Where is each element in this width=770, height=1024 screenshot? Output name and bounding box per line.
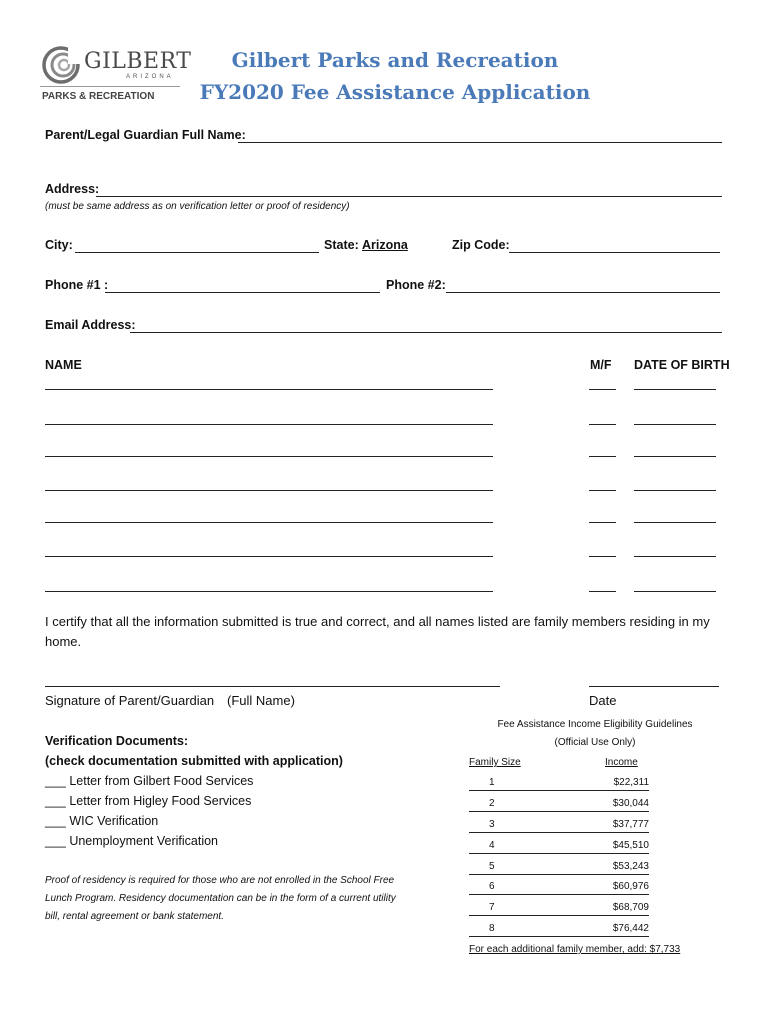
logo-sub: ARIZONA <box>126 74 174 80</box>
page-title-line1: Gilbert Parks and Recreation <box>231 48 559 72</box>
guidelines-row <box>469 840 649 854</box>
guidelines-col-size: Family Size <box>469 757 521 768</box>
proof-note: Proof of residency is required for those who are not enrolled in the School Free Lunch Program. Residency documentation can be in the form of a current utility bill, rental agreement or bank statement. <box>45 875 396 922</box>
guidelines-size: 1 <box>489 777 495 788</box>
city-label: City: <box>45 238 73 252</box>
guardian-input[interactable] <box>238 142 722 143</box>
member-mf-input[interactable] <box>589 591 616 592</box>
member-mf-input[interactable] <box>589 424 616 425</box>
guidelines-col-income: Income <box>605 757 638 768</box>
guidelines-row <box>469 777 649 791</box>
signature-input[interactable] <box>45 686 500 687</box>
address-input[interactable] <box>96 196 722 197</box>
phone1-label: Phone #1 : <box>45 278 109 292</box>
guidelines-footer: For each additional family member, add: $7,733 <box>469 944 681 955</box>
member-dob-input[interactable] <box>634 522 716 523</box>
certification-text: I certify that all the information submitted is true and correct, and all names listed are family members residing in my home. <box>45 614 710 649</box>
member-mf-input[interactable] <box>589 456 616 457</box>
guidelines-size: 6 <box>489 881 495 892</box>
verification-item-wic[interactable]: ___ WIC Verification <box>45 814 159 828</box>
member-name-input[interactable] <box>45 424 493 425</box>
col-name-header: NAME <box>45 358 82 372</box>
member-dob-input[interactable] <box>634 389 716 390</box>
member-name-input[interactable] <box>45 591 493 592</box>
guardian-label: Parent/Legal Guardian Full Name: <box>45 128 246 142</box>
guidelines-row <box>469 902 649 916</box>
member-name-input[interactable] <box>45 556 493 557</box>
verification-item-higley[interactable]: ___ Letter from Higley Food Services <box>45 794 252 808</box>
swirl-logo-icon <box>42 46 80 84</box>
guidelines-title: Fee Assistance Income Eligibility Guidelines <box>497 719 693 730</box>
address-note: (must be same address as on verification letter or proof of residency) <box>45 201 350 212</box>
guidelines-income: $53,243 <box>612 861 649 872</box>
zip-input[interactable] <box>509 252 720 253</box>
guidelines-row <box>469 861 649 875</box>
guidelines-income: $76,442 <box>612 923 649 934</box>
verification-subheading: (check documentation submitted with application) <box>45 754 343 768</box>
member-dob-input[interactable] <box>634 424 716 425</box>
guidelines-row <box>469 819 649 833</box>
member-name-input[interactable] <box>45 389 493 390</box>
member-dob-input[interactable] <box>634 591 716 592</box>
phone2-input[interactable] <box>446 292 720 293</box>
guidelines-row <box>469 923 649 937</box>
member-dob-input[interactable] <box>634 490 716 491</box>
guidelines-row <box>469 881 649 895</box>
guidelines-income: $30,044 <box>612 798 649 809</box>
col-dob-header: DATE OF BIRTH <box>634 358 730 372</box>
guidelines-subtitle: (Official Use Only) <box>554 737 636 748</box>
logo-name: GILBERT <box>84 49 192 74</box>
state-label: State: <box>324 238 359 252</box>
member-dob-input[interactable] <box>634 456 716 457</box>
verification-heading: Verification Documents: <box>45 734 189 748</box>
date-input[interactable] <box>589 686 719 687</box>
guidelines-row <box>469 798 649 812</box>
verification-item-gilbert[interactable]: ___ Letter from Gilbert Food Services <box>45 774 254 788</box>
email-label: Email Address: <box>45 318 136 332</box>
city-input[interactable] <box>75 252 319 253</box>
email-input[interactable] <box>130 332 722 333</box>
guidelines-income: $45,510 <box>612 840 649 851</box>
guidelines-size: 2 <box>489 798 495 809</box>
member-mf-input[interactable] <box>589 389 616 390</box>
col-mf-header: M/F <box>590 358 612 372</box>
phone2-label: Phone #2: <box>386 278 446 292</box>
member-mf-input[interactable] <box>589 490 616 491</box>
date-label: Date <box>589 693 617 708</box>
page-title-line2: FY2020 Fee Assistance Application <box>199 80 591 104</box>
guidelines-income: $22,311 <box>613 777 649 788</box>
verification-item-unemployment[interactable]: ___ Unemployment Verification <box>45 834 219 848</box>
guidelines-size: 4 <box>489 840 495 851</box>
guidelines-income: $37,777 <box>612 819 649 830</box>
member-name-input[interactable] <box>45 522 493 523</box>
member-name-input[interactable] <box>45 490 493 491</box>
zip-label: Zip Code: <box>452 238 510 252</box>
member-mf-input[interactable] <box>589 522 616 523</box>
member-mf-input[interactable] <box>589 556 616 557</box>
guidelines-size: 7 <box>489 902 495 913</box>
guidelines-size: 5 <box>489 861 495 872</box>
guidelines-income: $68,709 <box>612 902 649 913</box>
guidelines-size: 8 <box>489 923 495 934</box>
member-dob-input[interactable] <box>634 556 716 557</box>
logo-dept: PARKS & RECREATION <box>42 91 155 102</box>
gilbert-logo <box>40 44 192 106</box>
logo-divider <box>40 86 180 87</box>
signature-label: Signature of Parent/Guardian <box>45 693 215 708</box>
state-value[interactable]: Arizona <box>362 238 408 252</box>
guidelines-size: 3 <box>489 819 495 830</box>
member-name-input[interactable] <box>45 456 493 457</box>
phone1-input[interactable] <box>105 292 380 293</box>
full-name-label: (Full Name) <box>227 693 295 708</box>
address-label: Address: <box>45 182 100 196</box>
guidelines-income: $60,976 <box>612 881 649 892</box>
